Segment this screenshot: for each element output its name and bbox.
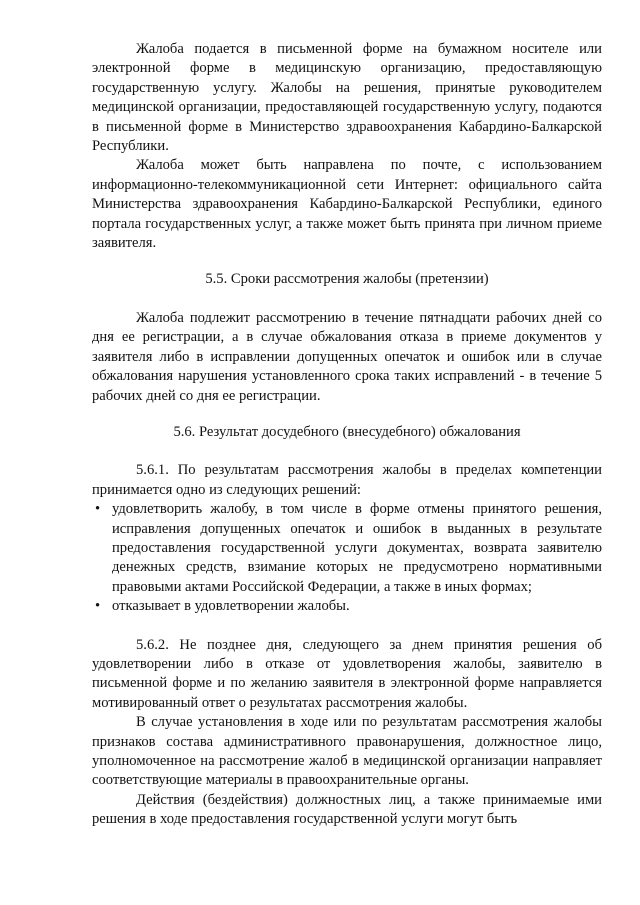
bullet-icon: • [95,598,101,615]
spacer [92,253,602,270]
spacer [92,406,602,423]
paragraph-5-6-2: 5.6.2. Не позднее дня, следующего за днем принятия решения об удовлетворении либо в отказе от удовлетворения жалобы, заявителю в письменной форме и по желанию заявителя в электронной форме направляется мотивированный ответ о результатах рассмотрения жалобы. [92,636,602,711]
section-heading-5-6: 5.6. Результат досудебного (внесудебного) обжалования [173,423,521,440]
paragraph-complaint-form: Жалоба подается в письменной форме на бумажном носителе или электронной форме в медицинскую организацию, предоставляющую государственную услугу. Жалобы на решения, принятые руководителем медицинской организации, предоставляющей государственную услугу, подаются в письменной форме в Министерство здравоохранения Кабардино-Балкарской Республики. [92,41,602,155]
paragraph-violation: В случае установления в ходе или по результатам рассмотрения жалобы признаков состава административного правонарушения, должностное лицо, уполномоченное на рассмотрение жалоб в медицинской организации направляет соответствующие материалы в правоохранительные органы. [92,714,602,789]
paragraph-5-6-1: 5.6.1. По результатам рассмотрения жалобы в пределах компетенции принимается одно из следующих решений: [92,462,602,498]
paragraph-review-terms: Жалоба подлежит рассмотрению в течение пятнадцати рабочих дней со дня ее регистрации, а в случае обжалования отказа в приеме документов у заявителя либо в исправлении допущенных опечаток и ошибок или в случае обжалования нарушения установленного срока таких исправлений - в течение 5 рабочих дней со дня ее регистрации. [92,309,602,404]
paragraph-actions: Действия (бездействия) должностных лиц, а также принимаемые ими решения в ходе предоставления государственной услуги могут быть [92,791,602,828]
document-page [92,40,602,830]
spacer [92,290,602,309]
spacer [92,442,602,461]
paragraph-complaint-channels: Жалоба может быть направлена по почте, с использованием информационно-телекоммуникационной сети Интернет: официального сайта Министерства здравоохранения Кабардино-Балкарской Республики, единого портала государственных услуг, а также может быть принята при личном приеме заявителя. [92,157,602,252]
list-item [92,597,602,616]
section-heading-5-5: 5.5. Сроки рассмотрения жалобы (претензии) [205,271,489,288]
list-item-text: отказывает в удовлетворении жалобы. [112,598,350,615]
list-item-text: удовлетворить жалобу, в том числе в форме отмены принятого решения, исправления допущенных опечаток и ошибок в выданных в результате предоставления государственной услуги документах, возврата заявителю денежных средств, взимание которых не предусмотрено нормативными правовыми актами Российской Федерации, а также в иных формах; [112,501,602,595]
spacer [92,617,602,636]
decision-list [92,500,602,616]
list-item [92,500,602,597]
bullet-icon: • [95,501,101,518]
